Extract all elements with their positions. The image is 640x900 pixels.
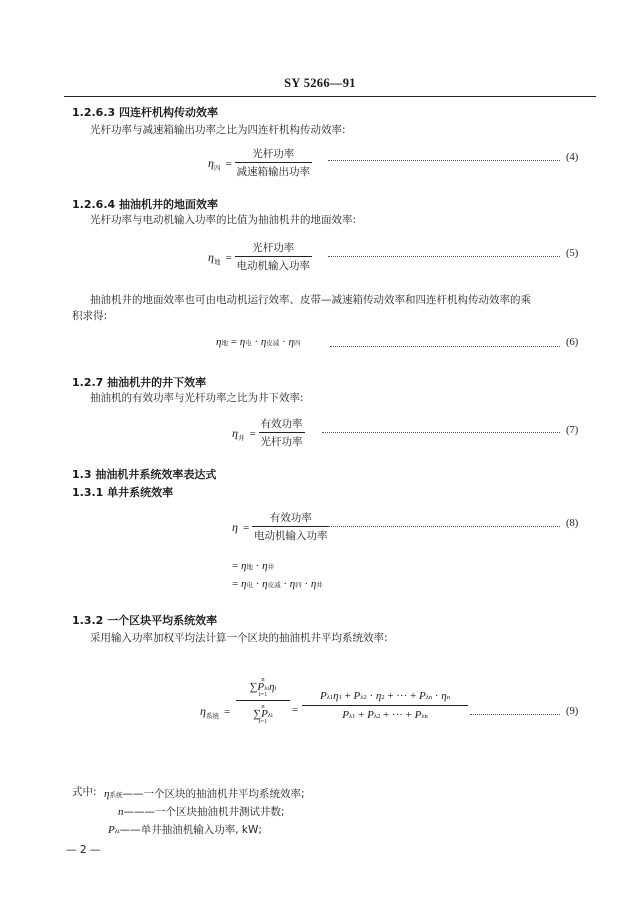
section-heading-1-2-7: 1.2.7 抽油机井的井下效率 [72,376,207,389]
section-text-1-3-2: 采用输入功率加权平均法计算一个区块的抽油机井平均系统效率: [90,632,388,644]
header-rule [64,96,596,97]
equation-number-7: (7) [566,425,579,436]
fraction: $\frac{\text{有效功率}}{\text{电动机输入功率}}$ [254,512,328,542]
section-heading-1-2-6-4: 1.2.6.4 抽油机井的地面效率 [72,198,218,211]
equation-number-6: (6) [566,337,579,348]
equation-8-expansion-2: = η电 · η皮减 · η四 · η井 [232,578,323,590]
dot-leader [330,346,560,347]
equation-9-frac-2: Pλ1η1 + Pλ2 · η2 + ··· + Pλn · ηn Pλ1 + Pλ2 + ··· + Pλn [302,690,468,721]
equation-number-9: (9) [566,706,579,717]
dot-leader [328,256,560,257]
fraction: $\frac{\text{光杆功率}}{\text{减速箱输出功率}}$ [236,148,311,178]
equation-number-4: (4) [566,152,579,163]
section-text-1-2-6-4: 光杆功率与电动机输入功率的比值为抽油机井的地面效率: [90,214,357,226]
equation-4: $\eta_四$ = $\frac{\text{光杆功率}}{\text{减速箱输出功率}}$ [208,148,311,178]
section-text-1-2-6-3: 光杆功率与减速箱输出功率之比为四连杆机构传动效率: [90,124,346,136]
standard-code-header: SY 5266—91 [284,76,356,90]
equation-5: $\eta_地$ = $\frac{\text{光杆功率}}{\text{电动机输入功率}}$ [208,242,311,272]
section-heading-1-3-1: 1.3.1 单井系统效率 [72,486,174,499]
section-heading-1-2-6-3: 1.2.6.3 四连杆机构传动效率 [72,106,218,119]
legend-item-1: η系统——一个区块的抽油机井平均系统效率; [104,788,305,800]
section-heading-1-3: 1.3 抽油机井系统效率表达式 [72,468,217,481]
equation-7: $\eta_井$ = $\frac{\text{有效功率}}{\text{光杆功率}}$ [232,418,303,448]
equation-number-8: (8) [566,518,579,529]
page-number: — 2 — [66,844,101,856]
legend-item-2: n———一个区块抽油机井测试井数; [118,806,285,818]
legend-prefix: 式中: [72,786,97,798]
section-heading-1-3-2: 1.3.2 一个区块平均系统效率 [72,614,218,627]
dot-leader [470,714,560,715]
equation-9-lhs: $\eta_{系统}$ = [200,704,231,720]
legend-item-3: Pλi——单井抽油机输入功率, kW; [108,824,262,836]
section-text-1-2-6-4-b: 抽油机井的地面效率也可由电动机运行效率、皮带—减速箱传动效率和四连杆机构传动效率的乘 [90,294,531,306]
dot-leader [322,432,560,433]
equation-9-frac-1: n ∑Pλiηi i=1 n ∑Pλi i=1 [236,676,290,725]
eta-symbol: $\eta_四$ [208,156,221,172]
equation-8-expansion-1: = η地 · η井 [232,560,275,572]
dot-leader [328,526,560,527]
section-text-1-2-6-4-c: 积求得: [72,310,108,322]
equation-8: η = $\frac{\text{有效功率}}{\text{电动机输入功率}}$ [232,512,328,542]
equation-6: η地 = η电 · η皮减 · η四 [216,336,301,348]
fraction: $\frac{\text{有效功率}}{\text{光杆功率}}$ [260,418,303,448]
dot-leader [328,160,560,161]
section-text-1-2-7: 抽油机的有效功率与光杆功率之比为井下效率: [90,392,304,404]
fraction: $\frac{\text{光杆功率}}{\text{电动机输入功率}}$ [236,242,311,272]
equation-number-5: (5) [566,248,579,259]
